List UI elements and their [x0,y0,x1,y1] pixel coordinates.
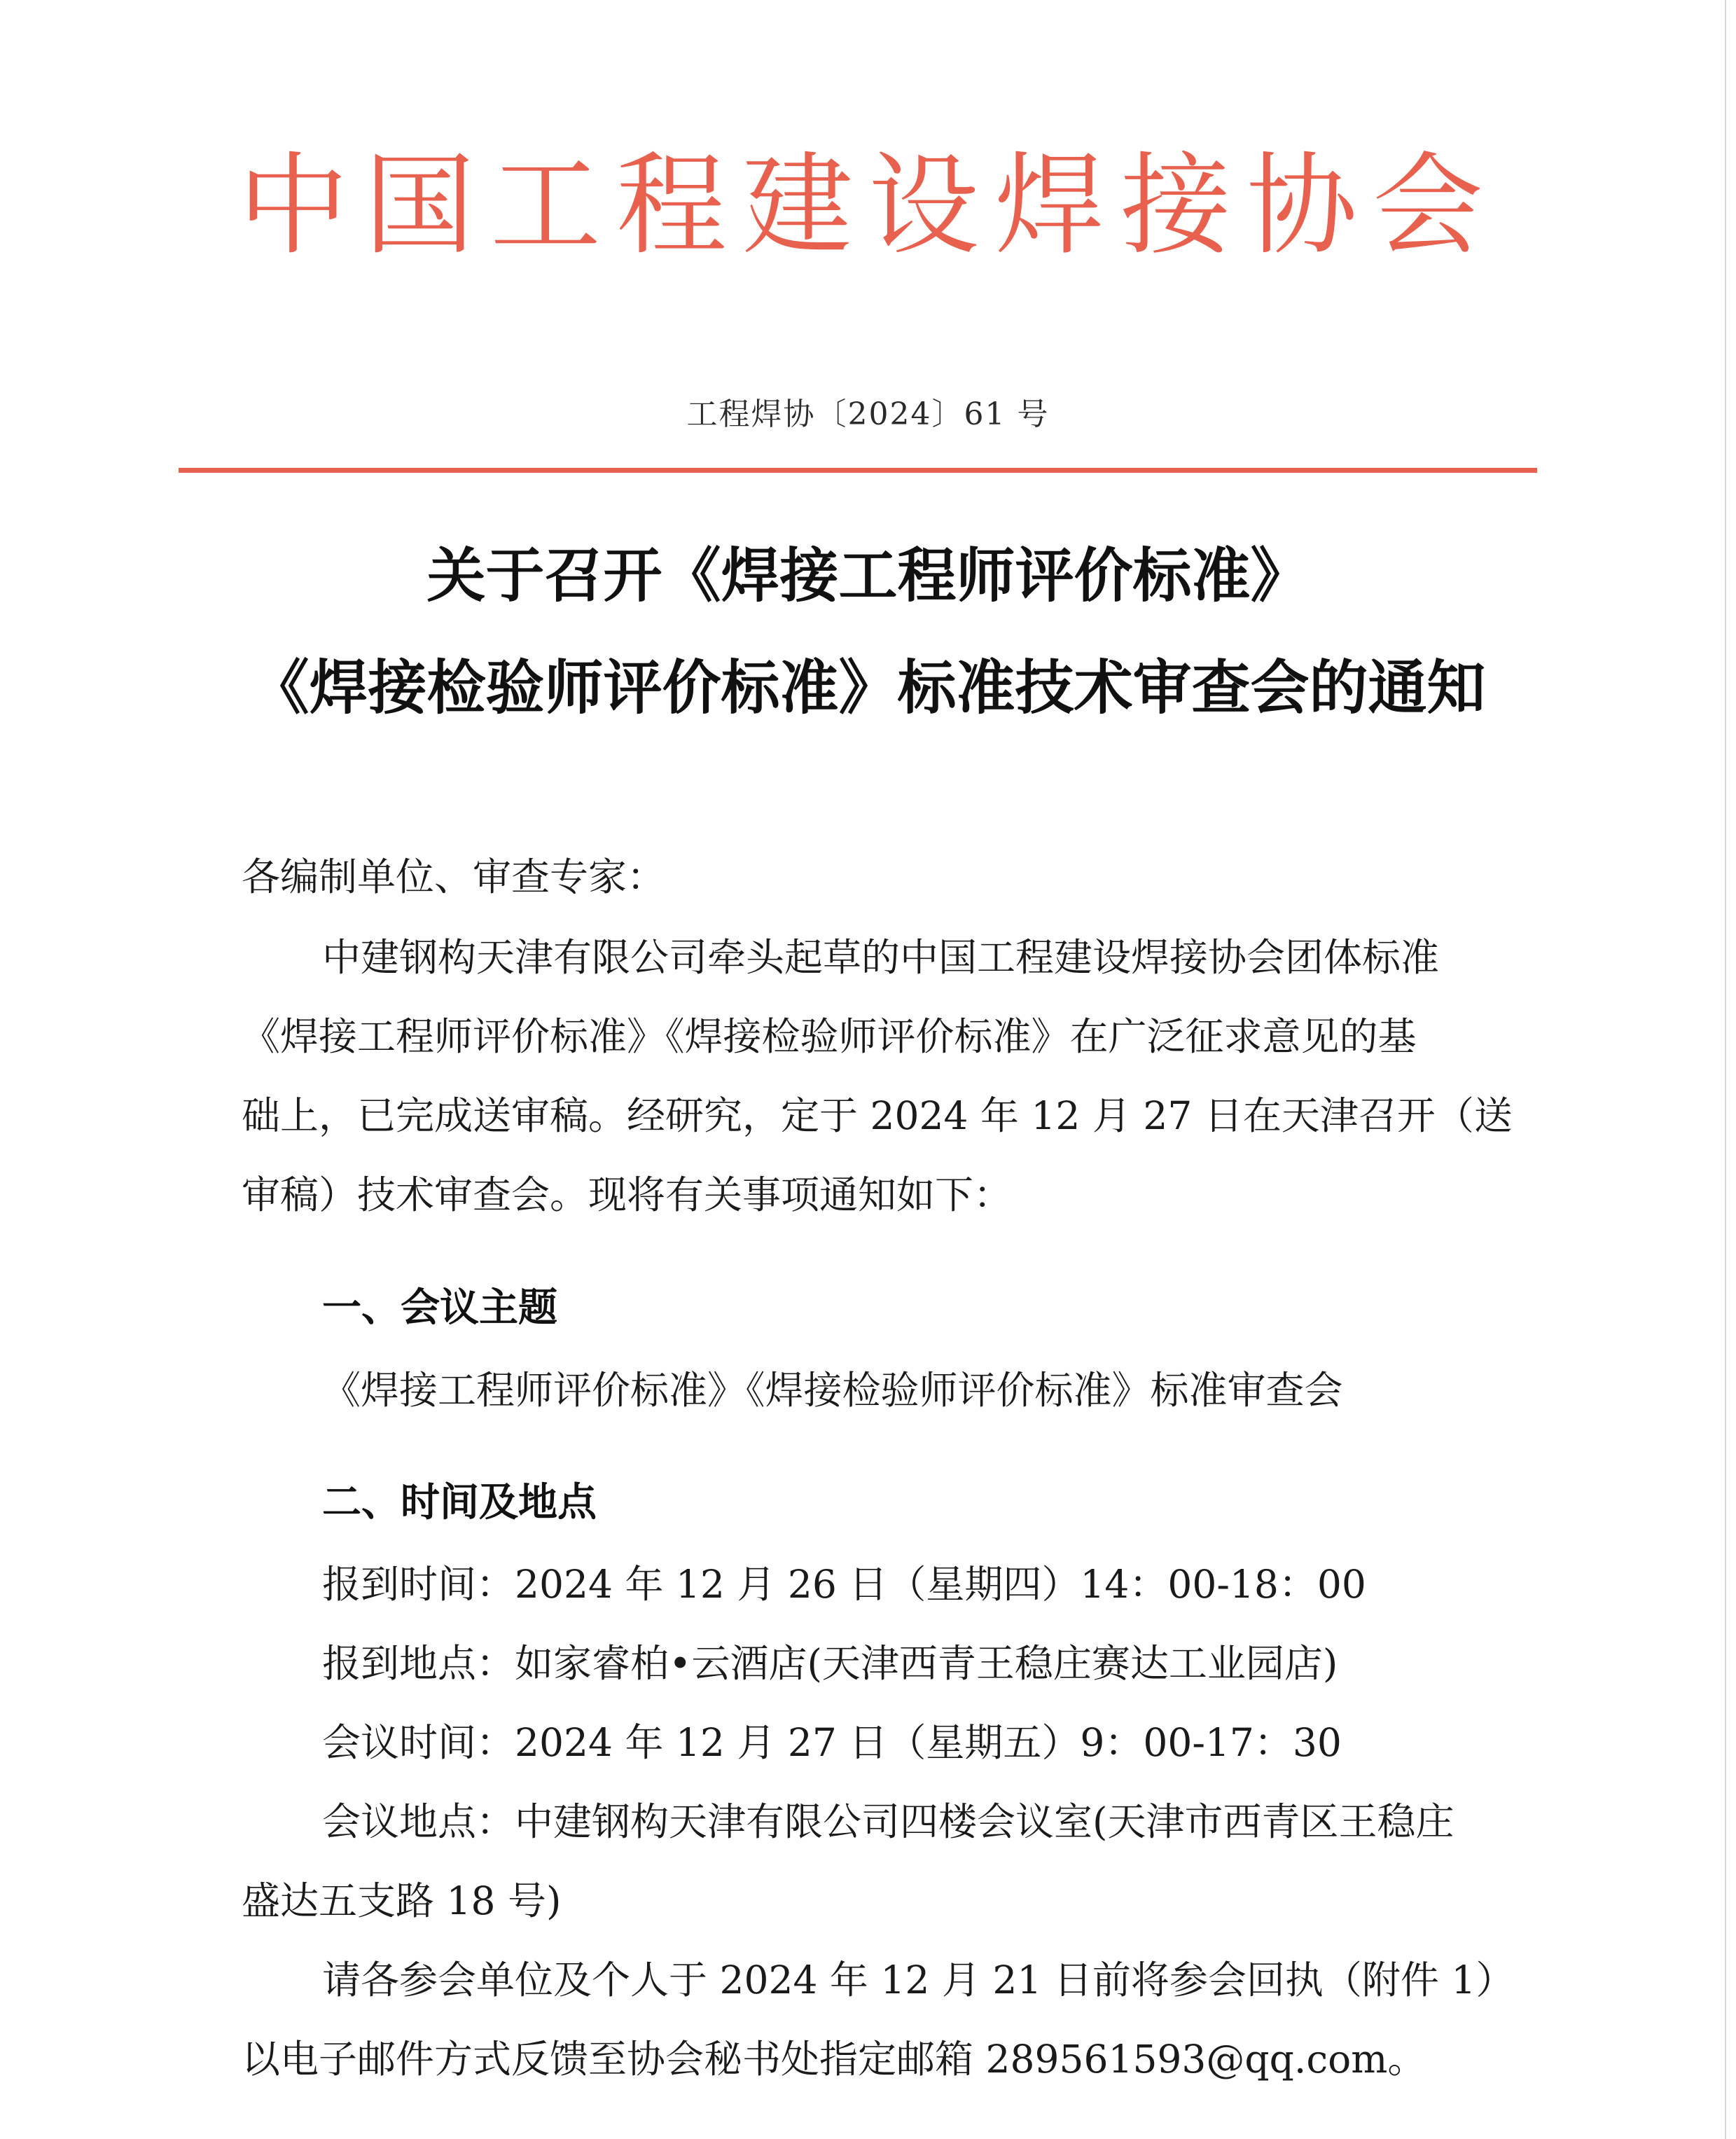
notice-title-line-2: 《焊接检验师评价标准》标准技术审查会的通知 [250,653,1486,722]
section-1-content: 《焊接工程师评价标准》《焊接检验师评价标准》标准审查会 [322,1368,1343,1413]
red-divider-line [179,468,1537,473]
scan-edge-line [1725,0,1726,2139]
reply-line-1: 请各参会单位及个人于 2024 年 12 月 21 日前将参会回执（附件 1） [322,1958,1515,2002]
intro-line-3: 础上，已完成送审稿。经研究，定于 2024 年 12 月 27 日在天津召开（送 [242,1093,1513,1138]
salutation: 各编制单位、审查专家： [242,854,666,899]
intro-line-2: 《焊接工程师评价标准》《焊接检验师评价标准》在广泛征求意见的基 [242,1014,1417,1059]
intro-line-1: 中建钢构天津有限公司牵头起草的中国工程建设焊接协会团体标准 [322,935,1440,980]
meeting-place-line-2: 盛达五支路 18 号) [242,1878,562,1923]
meeting-time: 会议时间：2024 年 12 月 27 日（星期五）9：00-17：30 [322,1720,1342,1765]
reply-line-2: 以电子邮件方式反馈至协会秘书处指定邮箱 289561593@qq.com。 [242,2037,1426,2082]
document-number: 工程焊协〔2024〕61 号 [686,396,1050,432]
section-1-heading: 一、会议主题 [322,1285,557,1331]
checkin-place: 报到地点：如家睿柏•云酒店(天津西青王稳庄赛达工业园店) [322,1641,1338,1686]
notice-title-line-1: 关于召开《焊接工程师评价标准》 [426,541,1310,610]
checkin-time: 报到时间：2024 年 12 月 26 日（星期四）14：00-18：00 [322,1562,1366,1607]
intro-line-4: 审稿）技术审查会。现将有关事项通知如下： [242,1172,1013,1217]
section-2-heading: 二、时间及地点 [322,1480,597,1525]
meeting-place-line-1: 会议地点：中建钢构天津有限公司四楼会议室(天津市西青区王稳庄 [322,1799,1454,1844]
organization-letterhead: 中国工程建设焊接协会 [238,141,1499,270]
